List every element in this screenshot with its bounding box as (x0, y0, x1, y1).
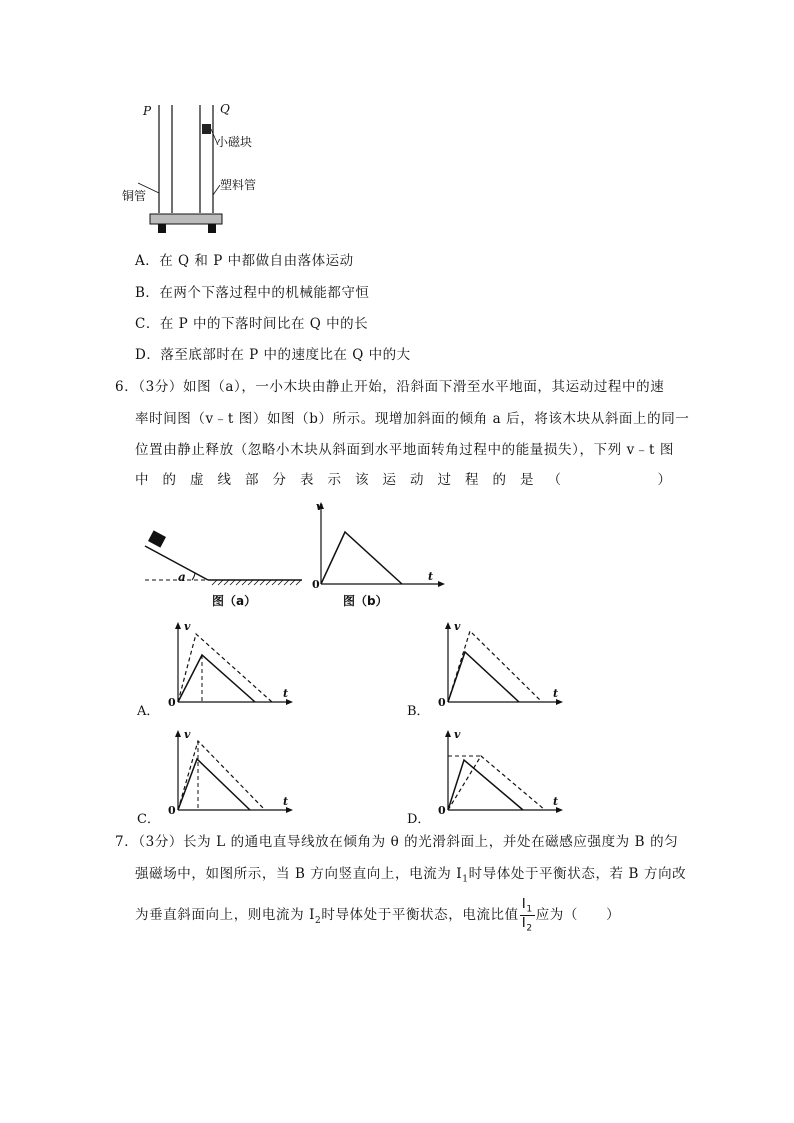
current-ratio-fraction (520, 897, 535, 934)
axis-t-label: t (283, 687, 289, 700)
q5-option-c: C．在 P 中的下落时间比在 Q 中的长 (135, 316, 369, 332)
q6-char: 的 (492, 472, 506, 488)
origin-label: 0 (438, 804, 446, 817)
label-copper: 铜管 (122, 189, 147, 203)
q5-option-b: B．在两个下落过程中的机械能都守恒 (135, 285, 370, 301)
q6-char: （ (547, 472, 561, 488)
q6-char: 该 (355, 472, 369, 488)
q7-text: 时导体处于平衡状态，若 B 方向改 (468, 866, 687, 882)
dashed-curve (178, 634, 272, 702)
axis-v-label: v (454, 728, 461, 741)
q6-char: 表 (300, 472, 314, 488)
axis-t-label: t (428, 570, 434, 583)
axis-v-label: v (184, 728, 191, 741)
q6-char: 中 (135, 472, 149, 488)
solid-curve (448, 652, 519, 702)
label-p: P (143, 104, 152, 118)
v-axis-arrow (175, 622, 181, 629)
frac-num-sub: 1 (526, 904, 533, 915)
q6-char: 分 (272, 472, 286, 488)
axis-t-label: t (283, 795, 289, 808)
q7-text: 为垂直斜面向上，则电流为 I (135, 907, 316, 924)
fig-a-caption: 图（a） (212, 594, 257, 608)
option-graph-a (165, 620, 300, 719)
solid-curve (178, 759, 250, 810)
tubes-figure (110, 95, 280, 240)
axis-t-label: t (553, 795, 559, 808)
axis-v-label: v (454, 620, 461, 633)
q6-char: 运 (382, 472, 396, 488)
origin-label: 0 (312, 578, 320, 591)
q7-line-3 (135, 897, 620, 934)
label-magnet: 小磁块 (216, 135, 253, 149)
base-plate (150, 214, 222, 224)
q7-line-1: 7．（3分）长为 L 的通电直导线放在倾角为 θ 的光滑斜面上，并处在磁感应强度为 B 的匀 (115, 834, 679, 850)
q5-option-d: D．落至底部时在 P 中的速度比在 Q 中的大 (135, 347, 411, 363)
figure-a-incline (140, 530, 310, 590)
q7-sub: 1 (462, 874, 469, 885)
option-vt-graph (165, 728, 300, 823)
q6-char: 程 (465, 472, 479, 488)
q6-char (603, 468, 617, 488)
origin-label: 0 (438, 696, 446, 709)
q6-char (630, 468, 644, 488)
q6-char: 的 (162, 472, 176, 488)
q6-char: 是 (520, 472, 534, 488)
axis-t-label: t (553, 687, 559, 700)
q6-line-2: 率时间图（v﹣t 图）如图（b）所示。现增加斜面的倾角 a 后，将该木块从斜面上的同一 (135, 411, 690, 427)
frac-den-sub: 2 (526, 923, 533, 934)
q5-option-a: A．在 Q 和 P 中都做自由落体运动 (135, 253, 354, 269)
figure-b-vt-graph (308, 500, 448, 595)
q6-char: 示 (327, 472, 341, 488)
label-q: Q (220, 102, 230, 116)
q6-char: 虚 (190, 472, 204, 488)
option-graph-d (435, 728, 570, 827)
v-axis-arrow (175, 730, 181, 737)
dashed-curve (448, 631, 542, 702)
solid-curve (178, 655, 255, 702)
v-axis-arrow (445, 730, 451, 737)
q6-char: 部 (245, 472, 259, 488)
q7-text: 时导体处于平衡状态，电流比值 (321, 907, 519, 924)
option-label-b: B． (407, 704, 430, 719)
option-label-c: C． (137, 812, 160, 827)
axis-v-label: v (184, 620, 191, 633)
q7-text: 应为（ ） (535, 907, 621, 924)
q7-line-2 (135, 862, 686, 885)
label-plastic: 塑料管 (220, 178, 257, 192)
q6-line-4 (135, 468, 671, 488)
q6-char: 线 (217, 472, 231, 488)
q6-char: ） (657, 472, 671, 488)
frac-num: I (521, 896, 527, 912)
option-graph-b (435, 620, 570, 719)
wood-block (148, 530, 166, 547)
option-label-a: A． (137, 704, 160, 719)
option-vt-graph (435, 728, 570, 823)
q7-sub: 2 (315, 915, 322, 926)
magnet-block (202, 124, 211, 134)
angle-label: a (178, 570, 186, 584)
axis-v-label: v (316, 500, 323, 513)
option-label-d: D． (407, 812, 431, 827)
q6-char (575, 468, 589, 488)
q6-char: 动 (410, 472, 424, 488)
solid-curve (448, 760, 523, 810)
origin-label: 0 (168, 696, 176, 709)
option-vt-graph (165, 620, 300, 715)
q7-text: 强磁场中，如图所示，当 B 方向竖直向上，电流为 I (135, 866, 463, 882)
q6-line-3: 位置由静止释放（忽略小木块从斜面到水平地面转角过程中的能量损失），下列 v﹣t 图 (135, 442, 674, 458)
fig-b-caption: 图（b） (343, 594, 388, 608)
option-graph-c (165, 728, 300, 827)
origin-label: 0 (168, 804, 176, 817)
frac-den: I (521, 915, 527, 932)
vt-curve (321, 532, 402, 584)
v-axis-arrow (445, 622, 451, 629)
q6-char: 过 (437, 472, 451, 488)
q6-line-1: 6．（3分）如图（a），一小木块由静止开始，沿斜面下滑至水平地面，其运动过程中的速 (115, 379, 665, 395)
option-vt-graph (435, 620, 570, 715)
